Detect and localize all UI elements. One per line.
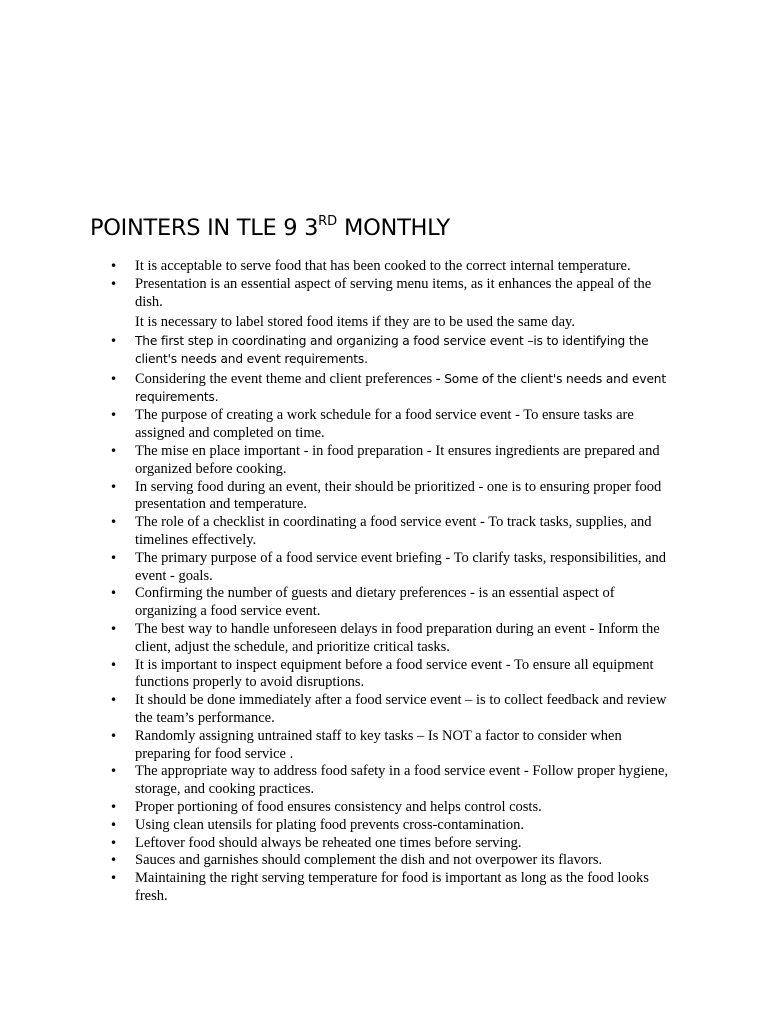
- bullet-icon: •: [110, 443, 118, 458]
- title-tail: MONTHLY: [337, 215, 450, 241]
- list-item: [0, 817, 675, 835]
- list-item-text: Presentation is an essential aspect of serving menu items, as it enhances the appeal of the dish.: [135, 275, 652, 310]
- list-item: [0, 621, 675, 657]
- bullet-icon: •: [110, 259, 118, 273]
- list-item-text: Randomly assigning untrained staff to key tasks – Is NOT a factor to consider when preparing for food service .: [135, 727, 622, 762]
- title-superscript: RD: [318, 214, 338, 229]
- bullet-icon: •: [110, 817, 118, 832]
- bullet-icon: •: [110, 657, 118, 672]
- list-item: [0, 763, 675, 799]
- bullet-icon: •: [110, 586, 118, 601]
- list-item-text: Sauces and garnishes should complement the dish and not overpower its flavors.: [135, 852, 603, 869]
- list-item-text: The mise en place important - in food preparation - It ensures ingredients are prepared and organized before cooking.: [135, 442, 660, 477]
- list-item-text: The purpose of creating a work schedule for a food service event - To ensure tasks are assigned and completed on time.: [135, 407, 634, 442]
- list-item: [0, 443, 675, 479]
- list-item: [0, 835, 675, 853]
- bullet-icon: •: [110, 799, 118, 814]
- list-item-text-sans: The first step in coordinating and organizing a food service event –is to identifying the client's needs and event requirements.: [135, 334, 649, 366]
- list-item-text: It should be done immediately after a food service event – is to collect feedback and review the team’s performance.: [135, 692, 667, 726]
- list-item: [0, 657, 675, 693]
- list-item-text: Considering the event theme and client preferences -: [135, 370, 445, 387]
- bullet-icon: •: [110, 550, 118, 565]
- list-item-text: Using clean utensils for plating food prevents cross-contamination.: [135, 816, 524, 833]
- list-item-text: Maintaining the right serving temperature for food is important as long as the food looks fresh.: [135, 870, 649, 904]
- list-item: [0, 333, 675, 369]
- title-main: POINTERS IN TLE 9 3: [90, 215, 319, 241]
- bullet-icon: •: [110, 853, 118, 868]
- list-item: [0, 371, 675, 407]
- list-item-text-sans: Some of the client's needs and event requirements.: [135, 371, 666, 404]
- list-item-text: The role of a checklist in coordinating a food service event - To track tasks, supplies, and timelines effectively.: [135, 514, 652, 548]
- list-item: [0, 407, 675, 443]
- list-item: [0, 870, 675, 906]
- bullet-icon: •: [110, 371, 118, 386]
- bullet-icon: •: [110, 693, 118, 708]
- bullet-icon: •: [110, 408, 118, 423]
- list-item-text: Confirming the number of guests and dietary preferences - is an essential aspect of organizing a food service event.: [135, 585, 615, 620]
- page-title: [90, 213, 450, 243]
- list-item: [0, 479, 675, 515]
- list-item-text: The primary purpose of a food service event briefing - To clarify tasks, responsibilities, and event - goals.: [135, 549, 667, 584]
- bullet-icon: •: [110, 334, 118, 349]
- list-item: [0, 314, 675, 332]
- list-item: [0, 550, 675, 586]
- pointers-list: [0, 258, 768, 906]
- list-item: [0, 799, 675, 817]
- bullet-icon: •: [110, 764, 118, 779]
- list-item-text: Leftover food should always be reheated one times before serving.: [135, 834, 522, 851]
- list-item-text: It is important to inspect equipment before a food service event - To ensure all equipment functions properly to avoid disruptions.: [135, 656, 654, 691]
- bullet-icon: •: [110, 479, 118, 494]
- bullet-icon: •: [110, 728, 118, 743]
- list-item: [0, 692, 675, 728]
- bullet-icon: •: [110, 835, 118, 850]
- list-item-text: In serving food during an event, their should be prioritized - one is to ensuring proper food presentation and temperature.: [135, 478, 662, 513]
- bullet-icon: •: [110, 276, 118, 291]
- list-item: [0, 258, 675, 276]
- list-item-text: Proper portioning of food ensures consistency and helps control costs.: [135, 798, 542, 815]
- list-item-text: It is necessary to label stored food items if they are to be used the same day.: [135, 314, 575, 331]
- list-item-text: The best way to handle unforeseen delays in food preparation during an event - Inform the client, adjust the schedule, and prioritize critical tasks.: [135, 620, 660, 655]
- bullet-icon: •: [110, 515, 118, 530]
- list-item: [0, 514, 675, 550]
- list-item-text: The appropriate way to address food safety in a food service event - Follow proper hygiene, storage, and cooking practices.: [135, 763, 669, 798]
- list-item-text: It is acceptable to serve food that has been cooked to the correct internal temperature.: [135, 258, 631, 274]
- list-item: [0, 276, 675, 312]
- list-item: [0, 728, 675, 764]
- list-item: [0, 852, 675, 870]
- bullet-icon: •: [110, 871, 118, 886]
- list-item: [0, 585, 675, 621]
- bullet-icon: •: [110, 621, 118, 636]
